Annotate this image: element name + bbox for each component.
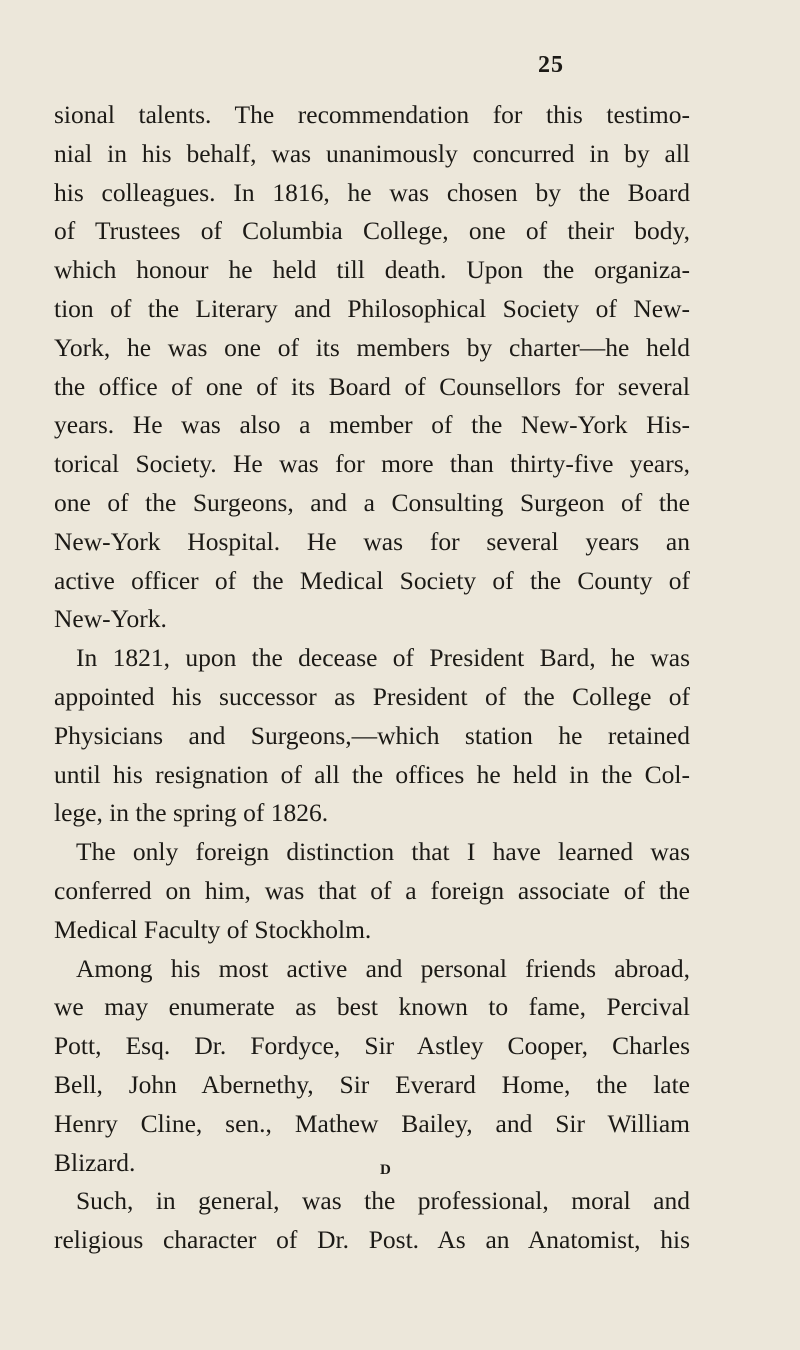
text-line: conferred on him, was that of a foreign associate of the: [54, 875, 690, 905]
text-line: Medical Faculty of Stockholm.: [54, 914, 372, 944]
text-line: sional talents. The recommendation for this testimo-: [54, 100, 690, 129]
text-line: York, he was one of its members by charter—he held: [54, 332, 690, 362]
text-line: Pott, Esq. Dr. Fordyce, Sir Astley Cooper, Charles: [54, 1031, 690, 1061]
text-line: religious character of Dr. Post. As an Anatomist, his: [54, 1225, 690, 1255]
text-line: of Trustees of Columbia College, one of their body,: [54, 216, 690, 246]
text-line: the office of one of its Board of Counsellors for several: [54, 371, 690, 401]
text-line: one of the Surgeons, and a Consulting Surgeon of the: [54, 487, 690, 517]
text-line: Physicians and Surgeons,—which station he retained: [54, 720, 690, 750]
text-line: nial in his behalf, was unanimously concurred in by all: [54, 138, 690, 168]
text-line: torical Society. He was for more than thirty-five years,: [54, 449, 690, 479]
text-line: Blizard.: [54, 1147, 136, 1177]
text-line: Such, in general, was the professional, moral and: [76, 1186, 690, 1216]
text-line: Henry Cline, sen., Mathew Bailey, and Sir William: [54, 1108, 690, 1138]
text-line: which honour he held till death. Upon the organiza-: [54, 255, 690, 285]
text-line: active officer of the Medical Society of the County of: [54, 565, 690, 595]
text-line: until his resignation of all the offices he held in the Col-: [54, 759, 690, 789]
text-line: Among his most active and personal friends abroad,: [76, 953, 690, 983]
text-line: In 1821, upon the decease of President Bard, he was: [76, 643, 690, 673]
text-line: his colleagues. In 1816, he was chosen by the Board: [54, 177, 690, 207]
signature-mark: D: [380, 1162, 391, 1178]
text-line: appointed his successor as President of the College of: [54, 681, 690, 711]
text-line: The only foreign distinction that I have learned was: [76, 837, 690, 867]
text-line: New-York.: [54, 604, 167, 634]
text-line: Bell, John Abernethy, Sir Everard Home, the late: [54, 1069, 690, 1099]
text-line: lege, in the spring of 1826.: [54, 798, 329, 828]
text-line: tion of the Literary and Philosophical Society of New-: [54, 293, 690, 323]
body-text: [54, 96, 690, 1260]
text-line: years. He was also a member of the New-York His-: [54, 410, 690, 440]
page-number: 25: [538, 52, 564, 78]
text-line: we may enumerate as best known to fame, Percival: [54, 992, 690, 1022]
text-line: New-York Hospital. He was for several years an: [54, 526, 690, 556]
